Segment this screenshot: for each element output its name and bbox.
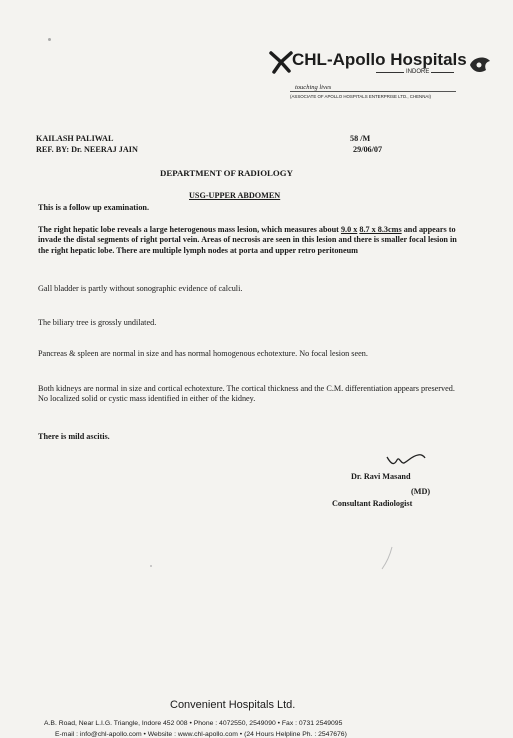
biliary-findings: The biliary tree is grossly undilated. — [38, 318, 157, 327]
lesion-measure-1: 9.0 x — [340, 225, 358, 234]
emblem-icon — [467, 53, 493, 77]
scan-speck-2 — [150, 565, 152, 567]
footer-address: A.B. Road, Near L.I.G. Triangle, Indore 452 008 • Phone : 4072550, 2549090 • Fax : 0731 2549095 — [44, 720, 343, 727]
association-note: (ASSOCIATE OF APOLLO HOSPITALS ENTERPRISE LTD., CHENNAI) — [290, 94, 432, 99]
study-title: USG-UPPER ABDOMEN — [189, 191, 281, 200]
hospital-tagline: touching lives — [295, 84, 332, 91]
liver-findings-b: and appears to invade the distal segments of right portal vein. Areas of necrosis are seen in this lesion and there is smaller focal lesion in the right hepatic lobe. There are multiple lymph nodes at porta and upper retro peritoneum — [38, 225, 457, 255]
assoc-rule — [290, 91, 456, 92]
radiologist-degree: (MD) — [411, 487, 431, 496]
department-heading: DEPARTMENT OF RADIOLOGY — [160, 168, 293, 178]
apollo-logo-icon — [268, 49, 294, 75]
gallbladder-findings: Gall bladder is partly without sonographic evidence of calculi. — [38, 284, 243, 293]
lesion-measure-2: 8.7 x 8.3cms — [359, 225, 402, 234]
scan-speck — [48, 38, 51, 41]
pen-mark — [378, 545, 398, 571]
liver-findings — [38, 225, 458, 256]
signature-scribble — [385, 452, 427, 470]
ascites-finding: There is mild ascitis. — [38, 432, 110, 441]
footer-company: Convenient Hospitals Ltd. — [170, 699, 296, 711]
referring-doctor: REF. BY: Dr. NEERAJ JAIN — [36, 145, 138, 154]
liver-findings-a: The right hepatic lobe reveals a large heterogenous mass lesion, which measures about — [38, 225, 341, 234]
patient-age-sex: 58 /M — [350, 134, 371, 143]
intro-line: This is a follow up examination. — [38, 203, 150, 212]
radiologist-name: Dr. Ravi Masand — [351, 472, 411, 481]
hospital-brand-name: CHL-Apollo Hospitals — [292, 50, 467, 69]
kidney-findings: Both kidneys are normal in size and cortical echotexture. The cortical thickness and the C.M. differentiation appears preserved. No localized solid or cystic mass identified in either of the kidney. — [38, 384, 455, 404]
radiologist-title: Consultant Radiologist — [332, 499, 413, 508]
pancreas-findings: Pancreas & spleen are normal in size and has normal homogenous echotexture. No focal lesion seen. — [38, 349, 368, 358]
report-date: 29/06/07 — [353, 145, 383, 154]
hospital-location: INDORE — [406, 69, 430, 75]
footer-contact: E-mail : info@chl-apollo.com • Website : www.chl-apollo.com • (24 Hours Helpline Ph. : 2547676) — [55, 731, 347, 738]
patient-name: KAILASH PALIWAL — [36, 134, 114, 143]
